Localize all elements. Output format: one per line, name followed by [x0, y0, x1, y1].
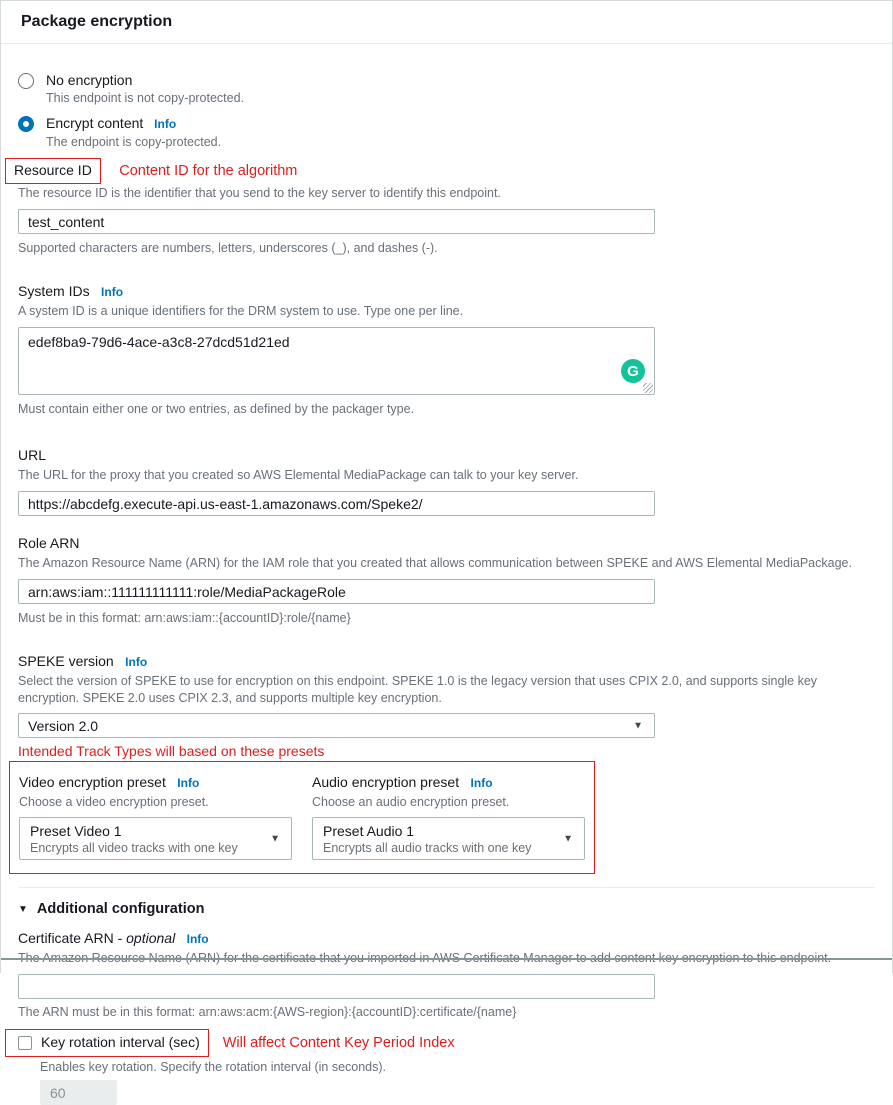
video-preset-info-link[interactable]: Info	[177, 776, 200, 790]
panel-header	[1, 1, 892, 44]
encrypt-content-info-link[interactable]: Info	[154, 117, 177, 131]
system-ids-field	[18, 282, 875, 417]
system-ids-textarea[interactable]	[18, 327, 655, 395]
radio-option-no-encryption[interactable]	[18, 71, 875, 107]
speke-version-info-link[interactable]: Info	[125, 655, 148, 669]
video-preset-desc: Choose a video encryption preset.	[19, 795, 209, 809]
no-encryption-label[interactable]: No encryption	[46, 72, 133, 88]
resize-handle-icon[interactable]	[643, 383, 653, 393]
speke-version-field	[18, 652, 875, 874]
speke-version-select[interactable]	[18, 713, 655, 738]
resource-id-field	[14, 158, 875, 256]
certificate-arn-label-main: Certificate ARN -	[18, 930, 127, 946]
video-preset-label-row	[19, 773, 292, 792]
certificate-arn-constraint: The ARN must be in this format: arn:aws:acm:{AWS-region}:{accountID}:certificate/{name}	[18, 1005, 517, 1019]
system-ids-label: System IDs	[18, 283, 90, 299]
encrypt-content-label[interactable]	[46, 114, 221, 134]
key-rotation-row	[18, 1029, 875, 1057]
role-arn-field	[18, 534, 875, 626]
panel-title: Package encryption	[21, 13, 173, 30]
key-rotation-checkbox[interactable]	[18, 1036, 32, 1050]
resource-id-label-row	[14, 158, 875, 184]
panel-content	[1, 71, 892, 1105]
role-arn-label: Role ARN	[18, 535, 80, 551]
key-rotation-desc: Enables key rotation. Specify the rotation interval (in seconds).	[40, 1060, 387, 1074]
additional-config-expander[interactable]	[18, 901, 875, 917]
bottom-divider	[1, 958, 892, 960]
grammarly-icon[interactable]: G	[621, 359, 645, 383]
key-rotation-label[interactable]: Key rotation interval (sec)	[41, 1034, 200, 1050]
key-rotation-annotation-box	[5, 1029, 209, 1057]
resource-id-label: Resource ID	[14, 162, 92, 178]
certificate-arn-label-optional: optional	[126, 930, 176, 946]
resource-id-annotation-box	[5, 158, 101, 184]
audio-preset-field	[312, 773, 585, 860]
url-input[interactable]	[18, 491, 655, 516]
presets-annotation-note: Intended Track Types will based on these presets	[18, 743, 325, 759]
audio-preset-selected-desc: Encrypts all audio tracks with one key	[323, 841, 532, 855]
system-ids-constraint: Must contain either one or two entries, as defined by the packager type.	[18, 402, 415, 416]
video-preset-selected-value: Preset Video 1	[30, 823, 122, 839]
certificate-arn-field	[18, 929, 875, 1020]
audio-preset-desc: Choose an audio encryption preset.	[312, 795, 510, 809]
certificate-arn-label	[18, 930, 175, 946]
audio-preset-info-link[interactable]: Info	[470, 776, 493, 790]
radio-texts	[46, 114, 221, 151]
key-rotation-interval-input[interactable]	[40, 1080, 117, 1105]
audio-preset-label: Audio encryption preset	[312, 774, 460, 790]
dropdown-arrow-icon: ▼	[270, 833, 280, 844]
section-divider	[18, 887, 875, 888]
radio-texts	[46, 71, 244, 107]
encrypt-content-label-text: Encrypt content	[46, 115, 144, 131]
video-preset-field	[19, 773, 292, 860]
resource-id-input[interactable]	[18, 209, 655, 234]
radio-option-encrypt-content[interactable]	[18, 114, 875, 151]
encrypt-content-desc: The endpoint is copy-protected.	[46, 135, 222, 149]
radio-button-encrypt-content[interactable]	[18, 116, 34, 132]
resource-id-annotation-note: Content ID for the algorithm	[119, 163, 298, 179]
role-arn-constraint: Must be in this format: arn:aws:iam::{accountID}:role/{name}	[18, 611, 351, 625]
radio-button-no-encryption[interactable]	[18, 73, 34, 89]
system-ids-textarea-wrap	[18, 327, 655, 395]
url-label: URL	[18, 447, 47, 463]
resource-id-desc: The resource ID is the identifier that you send to the key server to identify this endpoint.	[18, 186, 501, 200]
role-arn-input[interactable]	[18, 579, 655, 604]
presets-annotation-box	[9, 761, 595, 874]
url-field	[18, 446, 875, 516]
audio-preset-selected-value: Preset Audio 1	[323, 823, 415, 839]
role-arn-desc: The Amazon Resource Name (ARN) for the IAM role that you created that allows communication between SPEKE and AWS Elemental MediaPackage.	[18, 556, 852, 570]
expander-caret-icon: ▼	[18, 903, 28, 915]
additional-config-title: Additional configuration	[36, 901, 205, 917]
system-ids-desc: A system ID is a unique identifiers for the DRM system to use. Type one per line.	[18, 304, 464, 318]
video-preset-label: Video encryption preset	[19, 774, 166, 790]
video-preset-select[interactable]	[19, 817, 292, 860]
resource-id-constraint: Supported characters are numbers, letters, underscores (_), and dashes (-).	[18, 241, 438, 255]
certificate-arn-info-link[interactable]: Info	[186, 932, 209, 946]
key-rotation-annotation-note: Will affect Content Key Period Index	[222, 1035, 455, 1051]
speke-version-label: SPEKE version	[18, 653, 114, 669]
encryption-radio-group	[18, 71, 875, 151]
audio-preset-select[interactable]	[312, 817, 585, 860]
url-desc: The URL for the proxy that you created so AWS Elemental MediaPackage can talk to your key server.	[18, 468, 579, 482]
speke-version-desc: Select the version of SPEKE to use for encryption on this endpoint. SPEKE 1.0 is the legacy version that uses CPIX 2.0, and supports single key encryption. SPEKE 2.0 uses CPIX 2.3, and supports multiple key encryption.	[18, 674, 818, 705]
system-ids-info-link[interactable]: Info	[101, 285, 124, 299]
certificate-arn-desc: The Amazon Resource Name (ARN) for the certificate that you imported in AWS Certificate Manager to add content key encryption to this endpoint.	[18, 951, 832, 965]
speke-version-selected-value: Version 2.0	[28, 717, 99, 734]
video-preset-selected-desc: Encrypts all video tracks with one key	[30, 841, 238, 855]
system-ids-label-row	[18, 282, 875, 301]
speke-version-label-row	[18, 652, 875, 671]
certificate-arn-label-row	[18, 929, 875, 948]
certificate-arn-input[interactable]	[18, 974, 655, 999]
dropdown-arrow-icon: ▼	[633, 720, 643, 731]
dropdown-arrow-icon: ▼	[563, 833, 573, 844]
no-encryption-desc: This endpoint is not copy-protected.	[46, 91, 245, 105]
audio-preset-label-row	[312, 773, 585, 792]
